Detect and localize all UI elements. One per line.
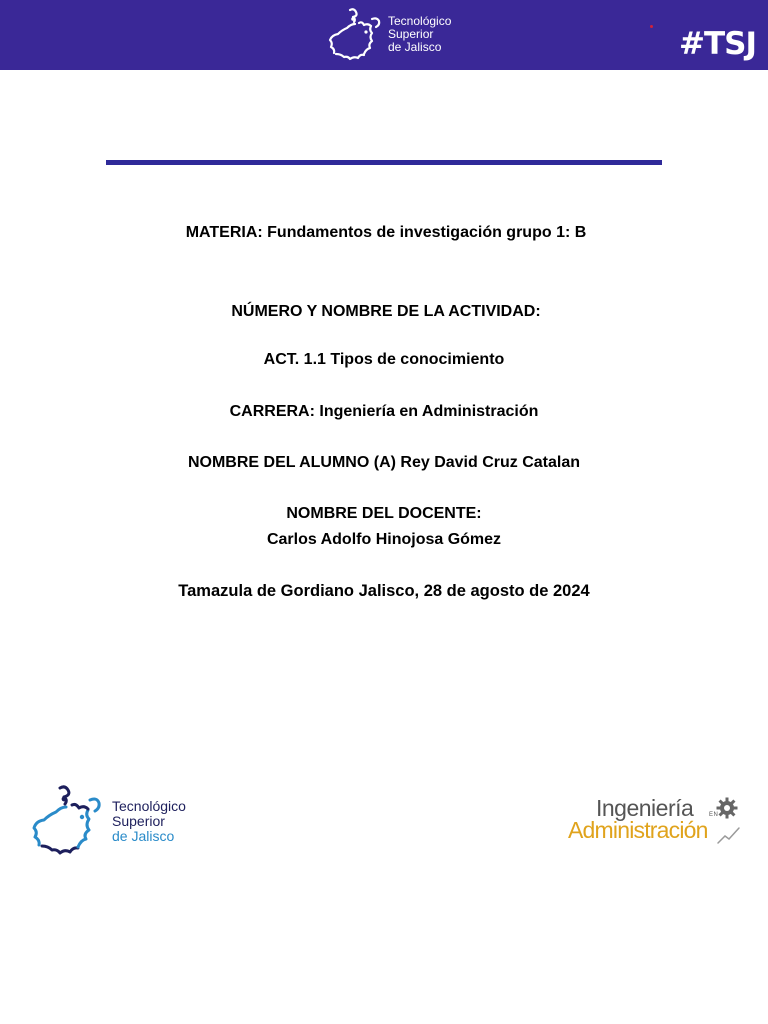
- tsj-logo: [326, 4, 456, 66]
- logo-ingenieria-text: Ingeniería: [596, 795, 694, 821]
- place-date-line: Tamazula de Gordiano Jalisco, 28 de agosto de 2024: [178, 582, 590, 600]
- gear-icon: [716, 797, 738, 819]
- career-line: CARRERA: Ingeniería en Administración: [229, 403, 539, 420]
- tsj-hashtag: #TSJ: [679, 26, 756, 62]
- materia-line: MATERIA: Fundamentos de investigación grupo 1: B: [185, 224, 587, 241]
- footer-logo-line-1: Tecnológico: [112, 798, 186, 814]
- teacher-name: Carlos Adolfo Hinojosa Gómez: [266, 531, 502, 548]
- title-divider: [106, 160, 662, 165]
- teacher-heading: NOMBRE DEL DOCENTE:: [286, 505, 482, 522]
- header-banner: [0, 0, 768, 70]
- footer-tsj-logo: [30, 782, 205, 862]
- footer-logo-text: [112, 799, 186, 844]
- ingenieria-administracion-logo: [566, 793, 746, 853]
- logo-administracion-text: Administración: [568, 817, 708, 843]
- student-name-line: NOMBRE DEL ALUMNO (A) Rey David Cruz Catalan: [187, 454, 581, 471]
- header-logo-line-2: Superior: [388, 27, 434, 41]
- footer-logo-line-2: Superior: [112, 813, 165, 829]
- jalisco-map-icon: [30, 782, 110, 860]
- header-logo-line-1: Tecnológico: [388, 14, 452, 28]
- header-dot: [650, 25, 653, 28]
- activity-heading: NÚMERO Y NOMBRE DE LA ACTIVIDAD:: [231, 303, 541, 320]
- growth-arrow-icon: [716, 821, 742, 847]
- footer-logo-line-3: de Jalisco: [112, 828, 175, 844]
- jalisco-map-icon: [326, 6, 386, 64]
- activity-title: ACT. 1.1 Tipos de conocimiento: [263, 351, 505, 368]
- header-logo-line-3: de Jalisco: [388, 40, 442, 54]
- logo-en-text: EN: [709, 812, 719, 818]
- header-logo-text: [388, 15, 451, 54]
